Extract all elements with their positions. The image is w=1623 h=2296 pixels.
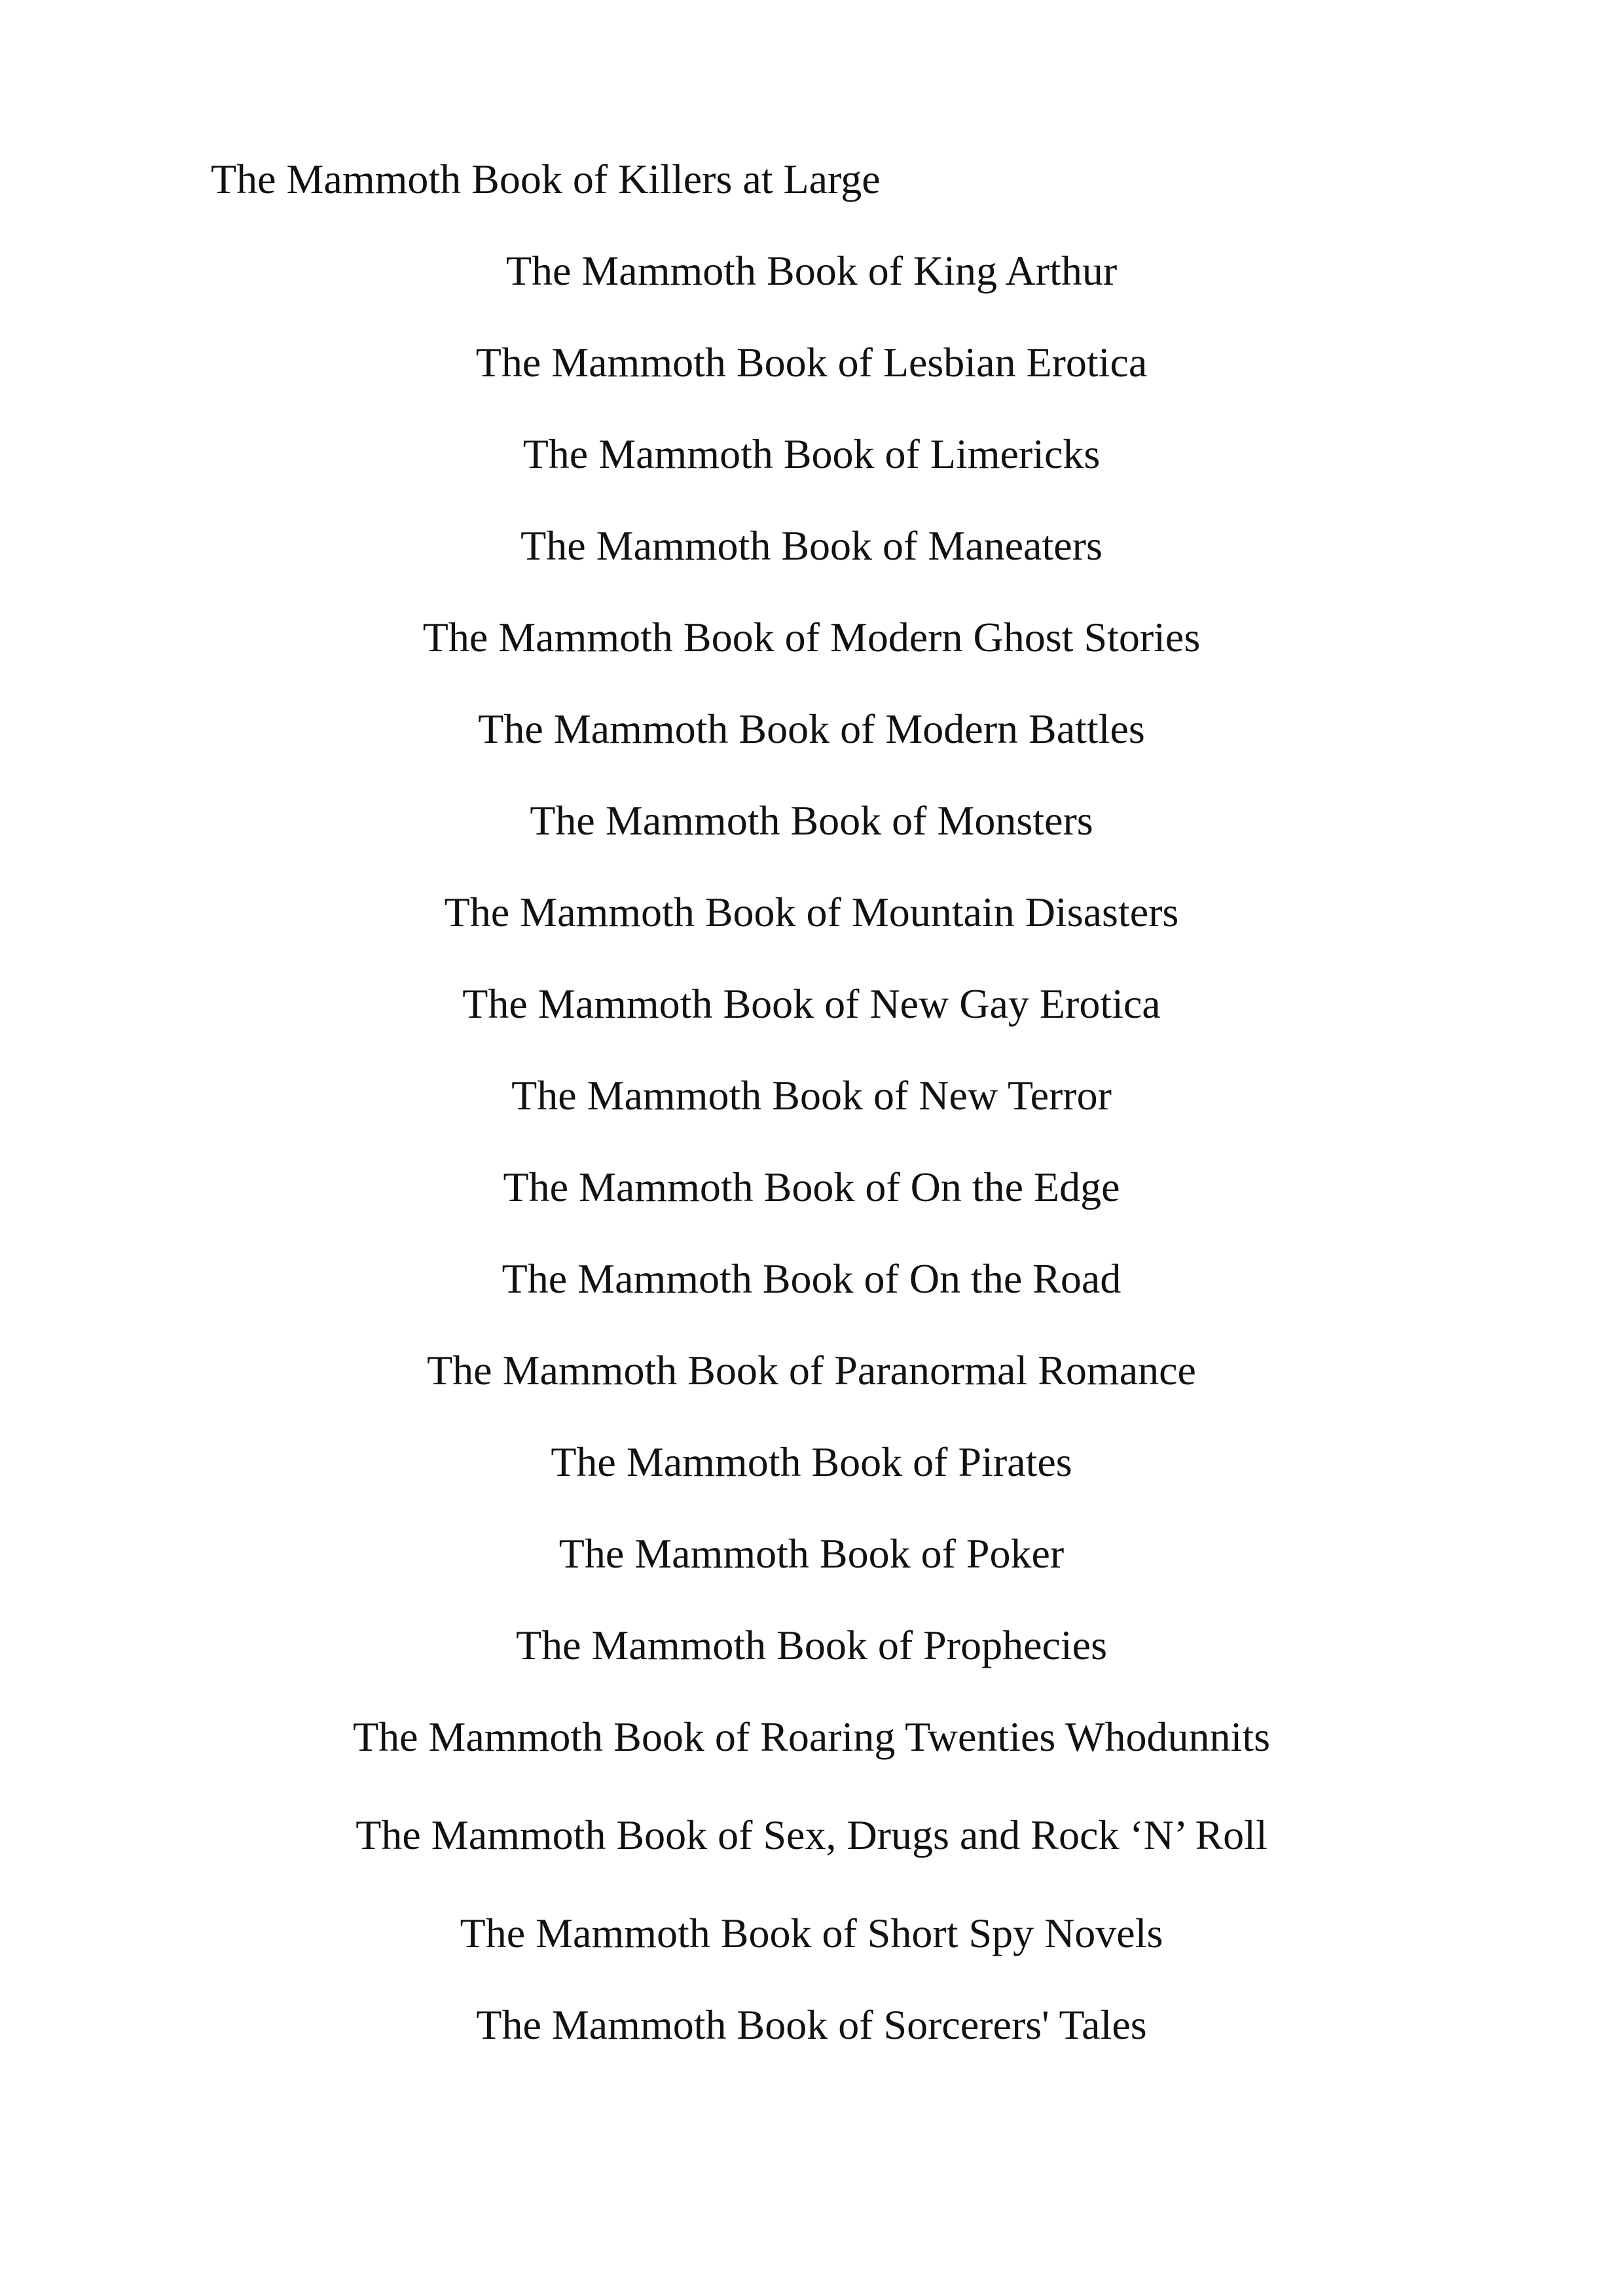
- book-title-pirates: The Mammoth Book of Pirates: [551, 1439, 1072, 1485]
- book-title-on-the-edge: The Mammoth Book of On the Edge: [503, 1164, 1120, 1210]
- book-title-modern-ghost-stories: The Mammoth Book of Modern Ghost Stories: [422, 614, 1201, 660]
- book-title-first: The Mammoth Book of Killers at Large: [211, 156, 881, 202]
- book-title-lesbian-erotica: The Mammoth Book of Lesbian Erotica: [475, 339, 1148, 386]
- book-title-king-arthur: The Mammoth Book of King Arthur: [505, 247, 1118, 294]
- book-title-monsters: The Mammoth Book of Monsters: [530, 797, 1093, 844]
- book-title-modern-battles: The Mammoth Book of Modern Battles: [478, 706, 1145, 752]
- book-title-roaring-twenties-whodunnits: The Mammoth Book of Roaring Twenties Whodunnits: [352, 1713, 1271, 1760]
- book-title-poker: The Mammoth Book of Poker: [558, 1530, 1065, 1577]
- book-title-limericks: The Mammoth Book of Limericks: [522, 431, 1101, 477]
- book-title-on-the-road: The Mammoth Book of On the Road: [501, 1255, 1122, 1302]
- book-title-paranormal-romance: The Mammoth Book of Paranormal Romance: [427, 1347, 1196, 1393]
- book-title-sorcerers-tales: The Mammoth Book of Sorcerers' Tales: [476, 2001, 1147, 2048]
- book-title-prophecies: The Mammoth Book of Prophecies: [516, 1622, 1107, 1668]
- book-title-new-gay-erotica: The Mammoth Book of New Gay Erotica: [462, 980, 1161, 1027]
- book-title-sex-drugs-rock-n-roll: The Mammoth Book of Sex, Drugs and Rock ‘N’ Roll: [356, 1812, 1267, 1858]
- book-title-short-spy-novels: The Mammoth Book of Short Spy Novels: [460, 1910, 1163, 1956]
- book-title-new-terror: The Mammoth Book of New Terror: [511, 1072, 1112, 1119]
- book-title-maneaters: The Mammoth Book of Maneaters: [520, 522, 1103, 569]
- book-title-mountain-disasters: The Mammoth Book of Mountain Disasters: [444, 889, 1179, 935]
